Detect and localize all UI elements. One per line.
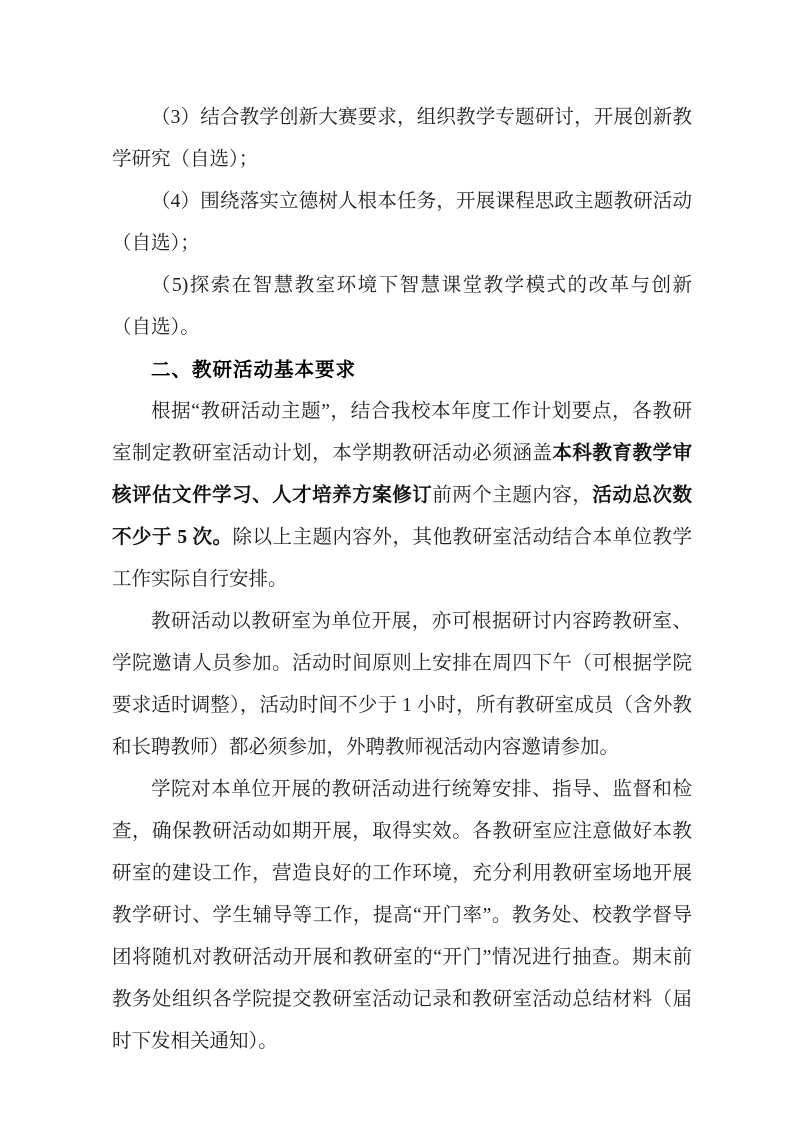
text-run: 前两个主题内容，: [432, 485, 593, 506]
list-item-5: [112, 265, 692, 349]
text-run: 学院对本单位开展的教研活动进行统筹安排、指导、监督和检查，确保教研活动如期开展，取得实效。各教研室应注意做好本教研室的建设工作，营造良好的工作环境，充分利用教研室场地开展教学研讨、学生辅导等工作，提高“开门率”。教务处、校教学督导团将随机对教研活动开展和教研室的“开门”情况进行抽查。期末前教务处组织各学院提交教研室活动记录和教研室活动总结材料（届时下发相关通知）。: [112, 779, 692, 1052]
para-activity-plan: [112, 391, 692, 601]
text-run: 根据“教研活动主题”，结合我校本年度工作计划要点，各教研室制定教研室活动计划，本学期教研活动必须涵盖: [112, 401, 692, 464]
text-run: 教研活动以教研室为单位开展，亦可根据研讨内容跨教研室、学院邀请人员参加。活动时间原则上安排在周四下午（可根据学院要求适时调整），活动时间不少于 1 小时，所有教研室成员（含外教和长聘教师）都必须参加，外聘教师视活动内容邀请参加。: [112, 611, 692, 758]
text-run: （3）结合教学创新大赛要求，组织教学专题研讨，开展创新教学研究（自选）；: [112, 107, 692, 170]
section-heading-2: [112, 349, 692, 391]
list-item-3: [112, 97, 692, 181]
list-item-4: [112, 181, 692, 265]
text-run: （4）围绕落实立德树人根本任务，开展课程思政主题教研活动（自选）；: [112, 191, 692, 254]
document-body: [112, 97, 692, 1063]
bold-text-run: 活动总次数不少于 5 次。: [112, 485, 692, 548]
text-run: 除以上主题内容外，其他教研室活动结合本单位教学工作实际自行安排。: [112, 527, 692, 590]
para-activity-organization: [112, 601, 692, 769]
bold-text-run: 本科教育教学审核评估文件学习、人才培养方案修订: [112, 443, 692, 506]
text-run: （5)探索在智慧教室环境下智慧课堂教学模式的改革与创新（自选）。: [112, 275, 692, 338]
bold-text-run: 二、教研活动基本要求: [151, 359, 357, 381]
para-supervision-inspection: [112, 769, 692, 1063]
